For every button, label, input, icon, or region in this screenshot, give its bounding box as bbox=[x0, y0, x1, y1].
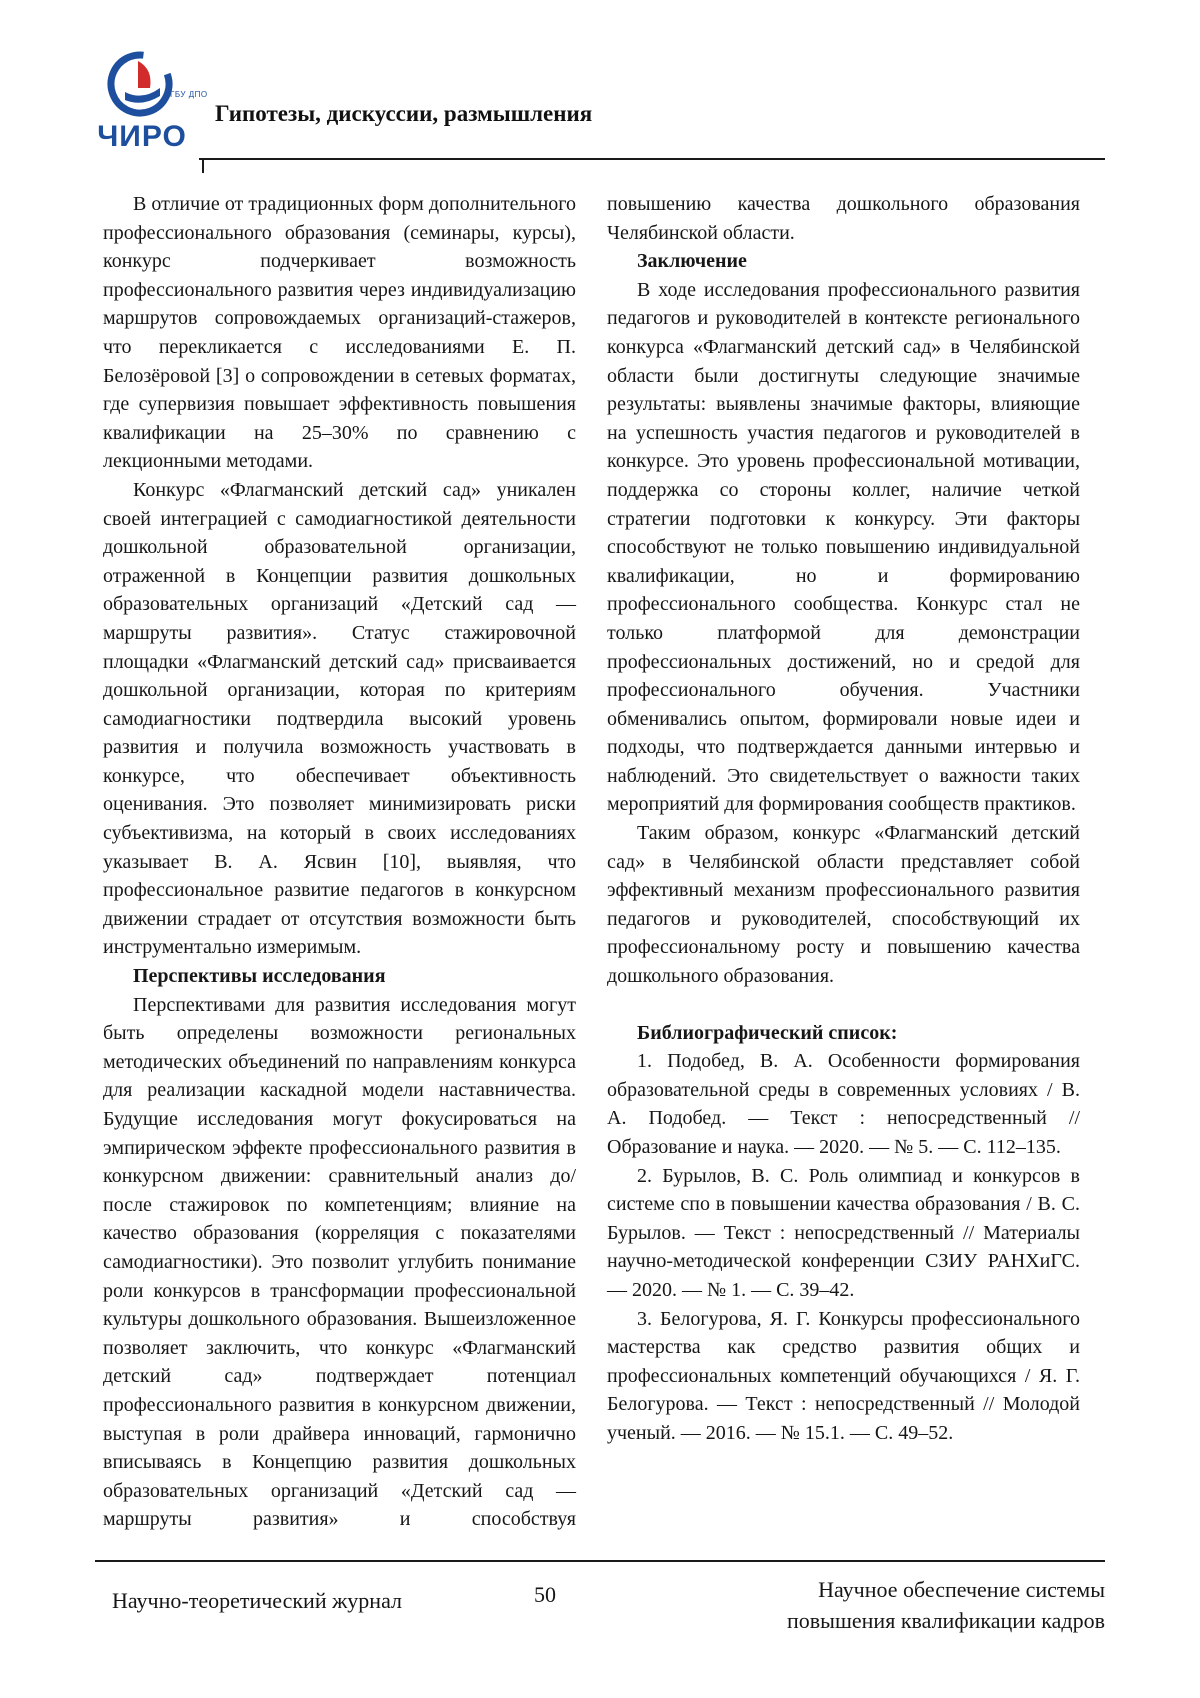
reference-item-3: 3. Белогурова, Я. Г. Конкурсы профессионального мастерства как средство развития общих и профессиональных компетенций обучающихся / Я. Г. Белогурова. — Текст : непосредственный // Молодой ученый. — 2016. — № 15.1. — С. 49–52. bbox=[607, 1307, 1080, 1444]
reference-item-1: 1. Подобед, В. А. Особенности формирования образовательной среды в современных условиях / В. А. Подобед. — Текст : непосредственный // Образование и наука. — 2020. — № 5. — С. 112–135. bbox=[607, 1050, 1080, 1158]
header-rule bbox=[199, 158, 1105, 160]
section-title: Гипотезы, дискуссии, размышления bbox=[215, 101, 593, 126]
subheading-conclusion: Заключение bbox=[637, 250, 747, 273]
chiro-logo bbox=[92, 48, 208, 164]
subheading-perspectives: Перспективы исследования bbox=[133, 965, 386, 988]
reference-item-2: 2. Бурылов, В. С. Роль олимпиад и конкурсов в системе спо в повышении качества образования / В. С. Бурылов. — Текст : непосредственный // Материалы научно-методической конференции СЗИУ РАНХиГС. — 2020. — № 1. — С. 39–42. bbox=[607, 1164, 1080, 1301]
paragraph-conclusion-1: В ходе исследования профессионального развития педагогов и руководителей в контексте регионального конкурса «Флагманский детский сад» в Челябинской области были достигнуты следующие значимые результаты: выявлены значимые факторы, влияющие на успешность участия педагогов и руководителей в конкурсе. Это уровень профессиональной мотивации, поддержка со стороны коллег, наличие четкой стратегии подготовки к конкурсу. Эти факторы способствуют не только повышению индивидуальной квалификации, но и формированию профессионального сообщества. Конкурс стал не только платформой для демонстрации профессиональных достижений, но и средой для профессионального обучения. Участники обменивались опытом, формировали новые идеи и подходы, что подтверждается данными интервью и наблюдений. Это свидетельствует о важности таких мероприятий для формирования сообществ практиков. bbox=[607, 278, 1080, 816]
paragraph-intro: В отличие от традиционных форм дополнительного профессионального образования (семинары, курсы), конкурс подчеркивает возможность профессионального развития через индивидуализацию маршрутов сопровождаемых организаций-стажеров, что перекликается с исследованиями Е. П. Белозёровой [3] о сопровождении в сетевых форматах, где супервизия повышает эффективность повышения квалификации на 25–30% по сравнению с лекционными методами. bbox=[103, 193, 576, 473]
chiro-emblem-icon bbox=[104, 48, 176, 120]
paragraph-continuation: повышению качества дошкольного образования Челябинской области. bbox=[607, 193, 1080, 244]
footer-journal-subtitle bbox=[787, 1574, 1105, 1636]
footer-right-line-2: повышения квалификации кадров bbox=[787, 1608, 1105, 1633]
footer-right-line-1: Научное обеспечение системы bbox=[818, 1577, 1105, 1602]
left-column bbox=[103, 190, 576, 1534]
page-number: 50 bbox=[534, 1582, 556, 1607]
paragraph-perspectives: Перспективами для развития исследования могут быть определены возможности региональных методических объединений по направлениям конкурса для реализации каскадной модели наставничества. Будущие исследования могут фокусироваться на эмпирическом эффекте профессионального развития в конкурсном движении: сравнительный анализ до/после стажировок по компетенциям; влияние на качество образования (корреляция с показателями самодиагностики). Это позволит углубить понимание роли конкурсов в трансформации профессиональной культуры дошкольного образования. Вышеизложенное позволяет заключить, что конкурс «Флагманский детский сад» подтверждает потенциал профессионального развития в конкурсном движении, выступая в роли драйвера инноваций, гармонично вписываясь в Концепцию развития дошкольных образовательных организаций «Детский сад — маршруты развития» и способствуя bbox=[103, 993, 576, 1531]
paragraph-conclusion-2: Таким образом, конкурс «Флагманский детский сад» в Челябинской области представляет собой эффективный механизм профессионального развития педагогов и руководителей, способствующий их профессиональному росту и повышению качества дошкольного образования. bbox=[607, 822, 1080, 988]
article-body bbox=[103, 190, 1081, 1534]
paragraph-flagman: Конкурс «Флагманский детский сад» уникален своей интеграцией с самодиагностикой деятельности дошкольной образовательной организации, отраженной в Концепции развития дошкольных образовательных организаций «Детский сад — маршруты развития». Статус стажировочной площадки «Флагманский детский сад» присваивается дошкольной организации, которая по критериям самодиагностики подтвердила высокий уровень развития и получила возможность участвовать в конкурсе, что обеспечивает объективность оценивания. Это позволяет минимизировать риски субъективизма, на который в своих исследованиях указывает В. А. Ясвин [10], выявляя, что профессиональное развитие педагогов в конкурсном движении страдает от отсутствия возможности быть инструментально измеримым. bbox=[103, 478, 576, 959]
right-column bbox=[607, 190, 1080, 1534]
footer-journal-name: Научно-теоретический журнал bbox=[112, 1588, 403, 1613]
subheading-bibliography: Библиографический список: bbox=[637, 1021, 898, 1044]
logo-subtext: ГБУ ДПО bbox=[170, 90, 208, 99]
footer-rule bbox=[95, 1560, 1105, 1562]
logo-wordmark: ЧИРО bbox=[97, 120, 187, 153]
